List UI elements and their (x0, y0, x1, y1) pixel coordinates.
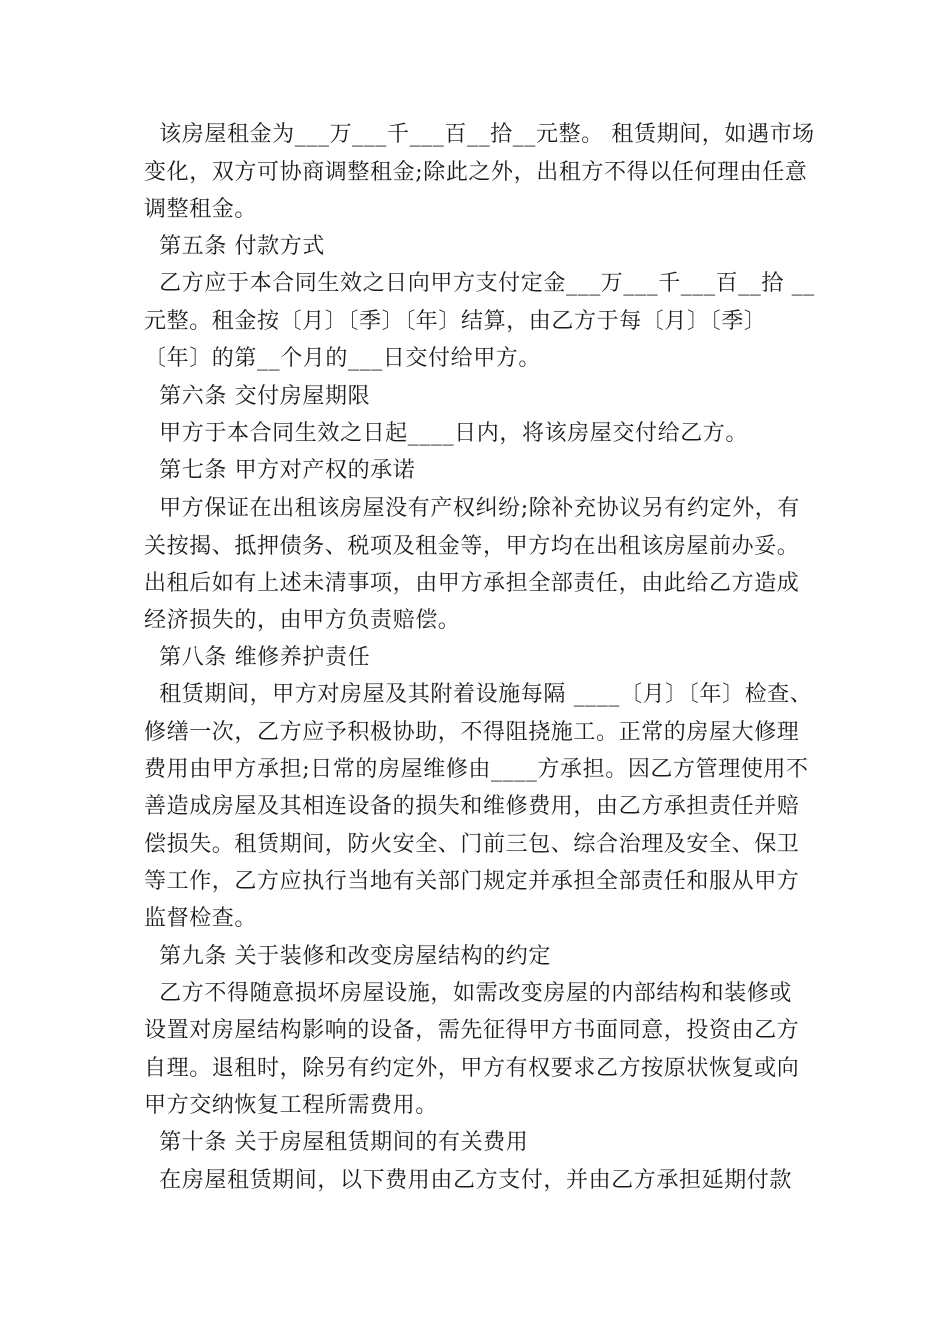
text-line: 设置对房屋结构影响的设备，需先征得甲方书面同意，投资由乙方 (144, 1018, 800, 1043)
text-line: 在房屋租赁期间，以下费用由乙方支付，并由乙方承担延期付款 (144, 1168, 792, 1193)
text-line: 乙方不得随意损坏房屋设施，如需改变房屋的内部结构和装修或 (144, 981, 792, 1006)
text-line: 变化，双方可协商调整租金;除此之外，出租方不得以任何理由任意 (144, 160, 808, 185)
text-line: 甲方交纳恢复工程所需费用。 (144, 1093, 438, 1118)
text-line: 乙方应于本合同生效之日向甲方支付定金___万___千___百__拾 __ (144, 271, 815, 296)
text-line: 偿损失。租赁期间，防火安全、门前三包、综合治理及安全、保卫 (144, 832, 800, 857)
text-line: 出租后如有上述未清事项，由甲方承担全部责任，由此给乙方造成 (144, 571, 800, 596)
text-line: 关按揭、抵押债务、税项及租金等，甲方均在出租该房屋前办妥。 (144, 534, 800, 559)
section-heading: 第七条 甲方对产权的承诺 (144, 458, 416, 483)
section-heading: 第八条 维修养护责任 (144, 645, 371, 670)
text-line: 〔年〕的第__个月的___日交付给甲方。 (144, 346, 542, 371)
text-line: 调整租金。 (144, 197, 258, 222)
text-line: 费用由甲方承担;日常的房屋维修由____方承担。因乙方管理使用不 (144, 757, 809, 782)
section-heading: 第九条 关于装修和改变房屋结构的约定 (144, 944, 551, 969)
text-line: 修缮一次，乙方应予积极协助，不得阻挠施工。正常的房屋大修理 (144, 720, 800, 745)
text-line: 经济损失的，由甲方负责赔偿。 (144, 608, 461, 633)
text-line: 租赁期间，甲方对房屋及其附着设施每隔 ____〔月〕〔年〕检查、 (144, 682, 813, 707)
text-line: 等工作，乙方应执行当地有关部门规定并承担全部责任和服从甲方 (144, 869, 800, 894)
text-line: 甲方于本合同生效之日起____日内，将该房屋交付给乙方。 (144, 421, 748, 446)
section-heading: 第六条 交付房屋期限 (144, 384, 371, 409)
section-heading: 第十条 关于房屋租赁期间的有关费用 (144, 1130, 529, 1155)
section-heading: 第五条 付款方式 (144, 234, 325, 259)
text-line: 甲方保证在出租该房屋没有产权纠纷;除补充协议另有约定外，有 (144, 496, 801, 521)
text-line: 自理。退租时，除另有约定外，甲方有权要求乙方按原状恢复或向 (144, 1056, 800, 1081)
text-line: 监督检查。 (144, 906, 258, 931)
text-line: 元整。租金按〔月〕〔季〕〔年〕结算，由乙方于每〔月〕〔季〕 (144, 309, 767, 334)
text-line: 善造成房屋及其相连设备的损失和维修费用，由乙方承担责任并赔 (144, 794, 800, 819)
text-line: 该房屋租金为___万___千___百__拾__元整。 租赁期间，如遇市场 (144, 122, 815, 147)
